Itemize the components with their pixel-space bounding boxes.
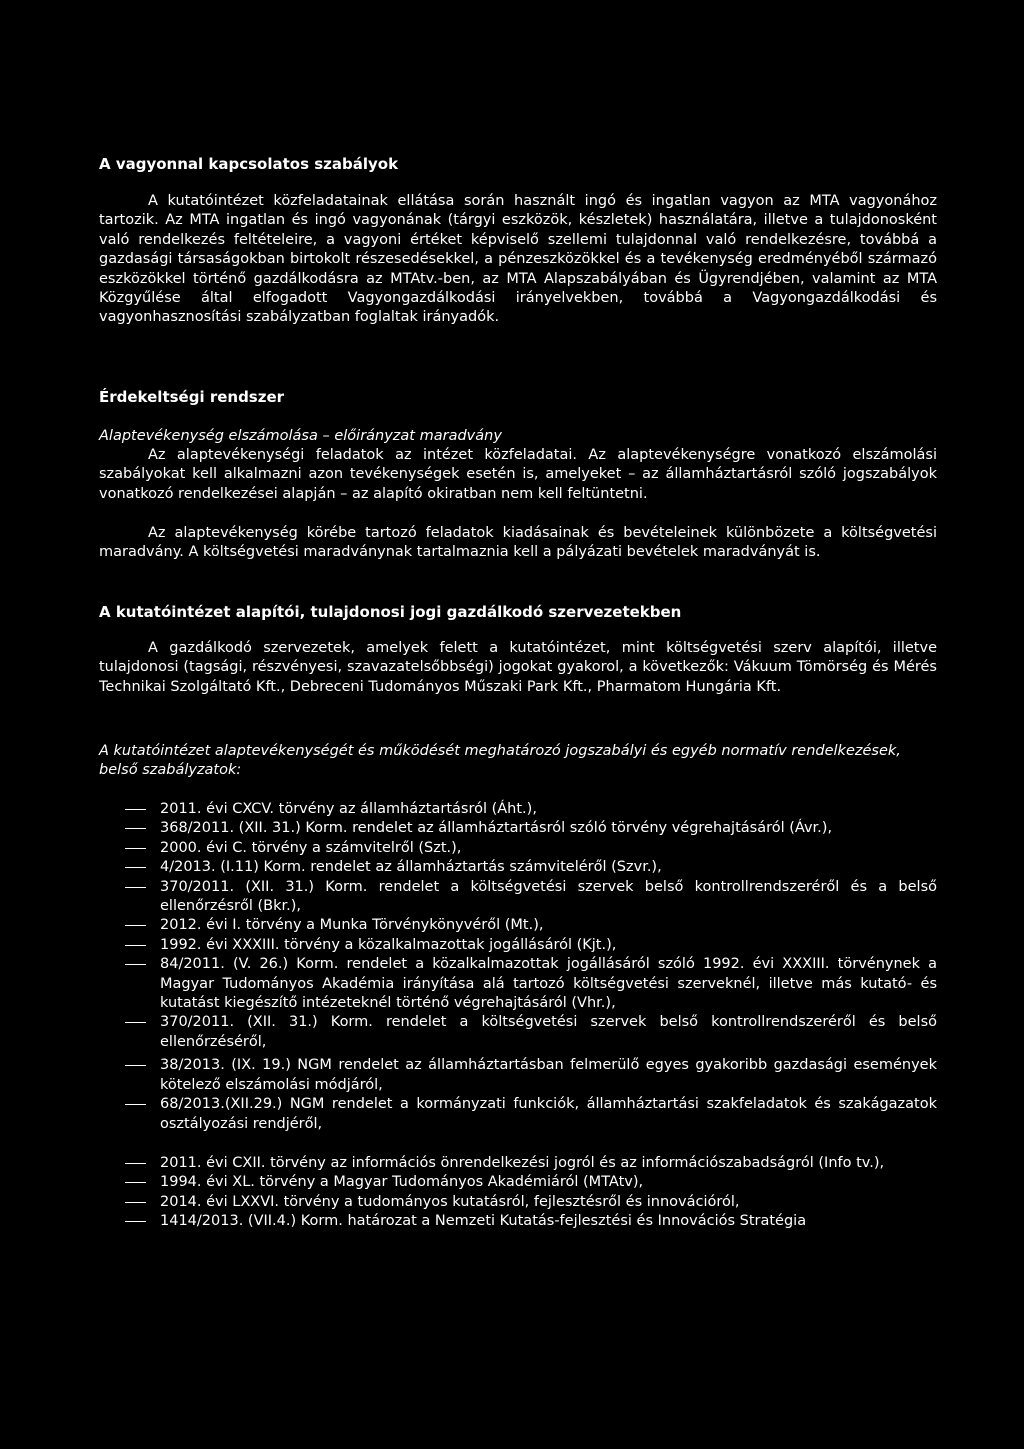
list-item: 370/2011. (XII. 31.) Korm. rendelet a költségvetési szervek belső kontrollrendszeréről és belső ellenőrzéséről, (99, 1013, 937, 1052)
section-heading-incentive-system: Érdekeltségi rendszer (99, 388, 285, 406)
dash-bullet-icon (125, 964, 146, 965)
legal-references-list (99, 800, 937, 1232)
subheading-core-activity-accounting: Alaptevékenység elszámolása – előirányzat maradvány (99, 428, 502, 444)
list-item: 2011. évi CXII. törvény az információs önrendelkezési jogról és az információszabadságról (Info tv.), (99, 1154, 937, 1173)
list-item: 1414/2013. (VII.4.) Korm. határozat a Nemzeti Kutatás-fejlesztési és Innovációs Stratégia (99, 1212, 937, 1231)
list-item: 84/2011. (V. 26.) Korm. rendelet a közalkalmazottak jogállásáról szóló 1992. évi XXXIII. törvénynek a Magyar Tudományos Akadémia irányítása alá tartozó költségvetési szerveknél, illetve más kutató- és kutatást kiegészítő intézeteknél történő végrehajtásáról (Vhr.), (99, 955, 937, 1013)
dash-bullet-icon (125, 1202, 146, 1203)
dash-bullet-icon (125, 925, 146, 926)
business-organizations-paragraph: A gazdálkodó szervezetek, amelyek felett a kutatóintézet, mint költségvetési szerv alapítói, illetve tulajdonosi (tagsági, részvényesi, szavazatelsőbbségi) jogokat gyakorol, a következők: Vákuum Tömörség és Mérés Technikai Szolgáltató Kft., Debreceni Tudományos Műszaki Park Kft., Pharmatom Hungária Kft. (99, 640, 937, 695)
list-item: 2011. évi CXCV. törvény az államháztartásról (Áht.), (99, 800, 937, 819)
list-item: 68/2013.(XII.29.) NGM rendelet a kormányzati funkciók, államháztartási szakfeladatok és szakágazatok osztályozási rendjéről, (99, 1095, 937, 1134)
list-item: 38/2013. (IX. 19.) NGM rendelet az államháztartásban felmerülő egyes gyakoribb gazdasági események kötelező elszámolási módjáról, (99, 1056, 937, 1095)
core-activity-paragraph: Az alaptevékenységi feladatok az intézet közfeladatai. Az alaptevékenységre vonatkozó elszámolási szabályokat kell alkalmazni azon tevékenységek esetén is, amelyeket – az államháztartásról szóló jogszabályok vonatkozó rendelkezései alapján – az alapító okiratban nem kell feltüntetni. (99, 447, 937, 502)
subheading-legal-framework: A kutatóintézet alaptevékenységét és működését meghatározó jogszabályi és egyéb normatív rendelkezések, belső szabályzatok: (99, 743, 901, 779)
dash-bullet-icon (125, 867, 146, 868)
section-heading-asset-rules: A vagyonnal kapcsolatos szabályok (99, 155, 399, 173)
dash-bullet-icon (125, 945, 146, 946)
dash-bullet-icon (125, 1104, 146, 1105)
dash-bullet-icon (125, 848, 146, 849)
list-item: 1994. évi XL. törvény a Magyar Tudományos Akadémiáról (MTAtv), (99, 1173, 937, 1192)
dash-bullet-icon (125, 1163, 146, 1164)
dash-bullet-icon (125, 1182, 146, 1183)
dash-bullet-icon (125, 1022, 146, 1023)
list-item: 370/2011. (XII. 31.) Korm. rendelet a költségvetési szervek belső kontrollrendszeréről és a belső ellenőrzésről (Bkr.), (99, 878, 937, 917)
list-item: 2000. évi C. törvény a számvitelről (Szt.), (99, 839, 937, 858)
list-item: 2012. évi I. törvény a Munka Törvénykönyvéről (Mt.), (99, 916, 937, 935)
dash-bullet-icon (125, 1065, 146, 1066)
dash-bullet-icon (125, 809, 146, 810)
list-item: 2014. évi LXXVI. törvény a tudományos kutatásról, fejlesztésről és innovációról, (99, 1193, 937, 1212)
asset-rules-paragraph: A kutatóintézet közfeladatainak ellátása során használt ingó és ingatlan vagyon az MTA vagyonához tartozik. Az MTA ingatlan és ingó vagyonának (tárgyi eszközök, készletek) használatára, illetve a tulajdonosként való rendelkezés feltételeire, a vagyoni értéket képviselő szellemi tulajdonnal való rendelkezésre, továbbá a gazdasági társaságokban birtokolt részesedésekkel, a pénzeszközökkel és a tevékenység eredményéből származó eszközökkel történő gazdálkodásra az MTAtv.-ben, az MTA Alapszabályában és Ügyrendjében, valamint az MTA Közgyűlése által elfogadott Vagyongazdálkodási irányelvekben, továbbá a Vagyongazdálkodási és vagyonhasznosítási szabályzatban foglaltak irányadók. (99, 193, 937, 326)
list-item: 4/2013. (I.11) Korm. rendelet az államháztartás számviteléről (Szvr.), (99, 858, 937, 877)
dash-bullet-icon (125, 887, 146, 888)
list-item: 1992. évi XXXIII. törvény a közalkalmazottak jogállásáról (Kjt.), (99, 936, 937, 955)
dash-bullet-icon (125, 828, 146, 829)
list-item: 368/2011. (XII. 31.) Korm. rendelet az államháztartásról szóló törvény végrehajtásáról (Ávr.), (99, 819, 937, 838)
section-heading-founder-rights: A kutatóintézet alapítói, tulajdonosi jogi gazdálkodó szervezetekben (99, 603, 682, 621)
dash-bullet-icon (125, 1221, 146, 1222)
budget-residual-paragraph: Az alaptevékenység körébe tartozó feladatok kiadásainak és bevételeinek különbözete a költségvetési maradvány. A költségvetési maradványnak tartalmaznia kell a pályázati bevételek maradványát is. (99, 525, 937, 561)
